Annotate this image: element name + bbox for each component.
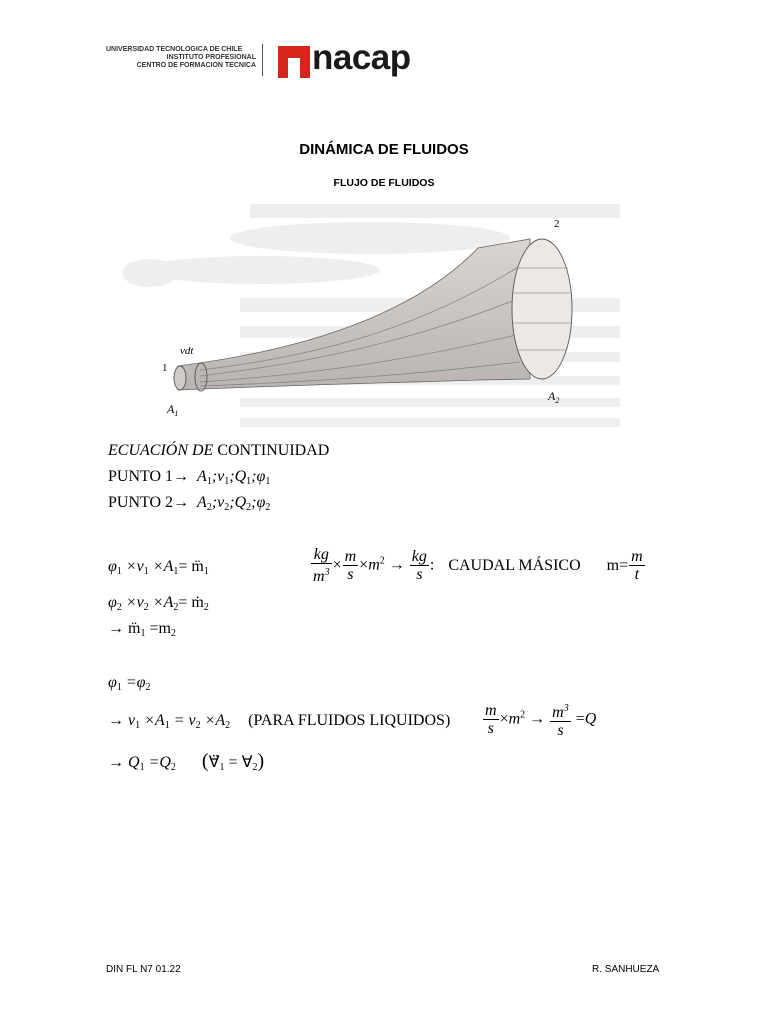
para-liquidos: (PARA FLUIDOS LIQUIDOS) bbox=[248, 712, 451, 729]
equation-mass-2: $\varphi_2 \times v_2 \times A_2=$ ṁ$_2$ bbox=[108, 594, 209, 613]
label-a2: $A_2$ bbox=[548, 389, 560, 405]
inlet-ellipse bbox=[174, 366, 186, 390]
institution-line: INSTITUTO PROFESIONAL bbox=[166, 54, 256, 61]
footer-code: DIN FL N7 01.22 bbox=[106, 964, 181, 975]
institution-line: CENTRO DE FORMACION TECNICA bbox=[136, 62, 256, 69]
heading-italic: ECUACIÓN DE bbox=[108, 442, 214, 459]
footer-author: R. SANHUEZA bbox=[592, 964, 660, 975]
institution-lines bbox=[106, 46, 256, 70]
page-title: DINÁMICA DE FLUIDOS bbox=[299, 141, 469, 158]
flow-tube-figure bbox=[120, 198, 620, 434]
punto-2-label: PUNTO 2→ bbox=[108, 494, 190, 511]
page-subtitle: FLUJO DE FLUIDOS bbox=[333, 177, 435, 189]
flow-units-equation: $\frac{m}{s}$ $\times m^2$ → $\frac{m^3}{s}$ =Q bbox=[485, 702, 597, 739]
header-divider bbox=[262, 44, 263, 76]
label-2: 2 bbox=[554, 218, 560, 230]
equation-mass-equal: → $m̈_1 =m_2$ bbox=[108, 620, 176, 639]
punto-2-line bbox=[108, 494, 270, 513]
label-1: 1 bbox=[162, 362, 168, 374]
logo-text: nacap bbox=[312, 38, 411, 77]
caudal-masico: CAUDAL MÁSICO bbox=[448, 556, 581, 574]
heading-rest: CONTINUIDAD bbox=[213, 442, 330, 459]
label-vdt: vdt bbox=[180, 345, 194, 357]
units-equation: $\frac{kg}{m^3}$ × $\frac{m}{s}$ $\times m^2$ → $\frac{kg}{s}$ : CAUDAL MÁSICO m= $\frac{m}{t}$ bbox=[313, 546, 643, 585]
label-a1: $A_1$ bbox=[167, 402, 179, 418]
liquids-line: $\varphi_1 =\varphi_2$ bbox=[108, 674, 151, 693]
m-equals: m= bbox=[606, 556, 629, 574]
continuity-heading bbox=[108, 442, 329, 460]
punto-1-label: PUNTO 1→ bbox=[108, 468, 190, 485]
equation-mass-1: $\varphi_1 \times v_1 \times A_1=$ $m̈_1$ bbox=[108, 558, 209, 577]
punto-1-vars: $A_1;v_1;Q_1;\varphi_1$ bbox=[193, 468, 271, 487]
outlet-ellipse bbox=[512, 239, 572, 379]
flow-equality: → $Q_1 =Q_2$ ($\forall̈_1$ = $\forall_2$) bbox=[108, 750, 265, 773]
inacap-logo-icon bbox=[278, 46, 310, 78]
punto-1-line bbox=[108, 468, 270, 487]
institution-line: UNIVERSIDAD TECNOLOGICA DE CHILE bbox=[106, 46, 243, 53]
velocity-area-equation: → $v_1 \times A_1 = v_2 \times A_2$ (PARA FLUIDOS LIQUIDOS) bbox=[108, 712, 451, 731]
punto-2-vars: $A_2;v_2;Q_2;\varphi_2$ bbox=[193, 494, 271, 513]
